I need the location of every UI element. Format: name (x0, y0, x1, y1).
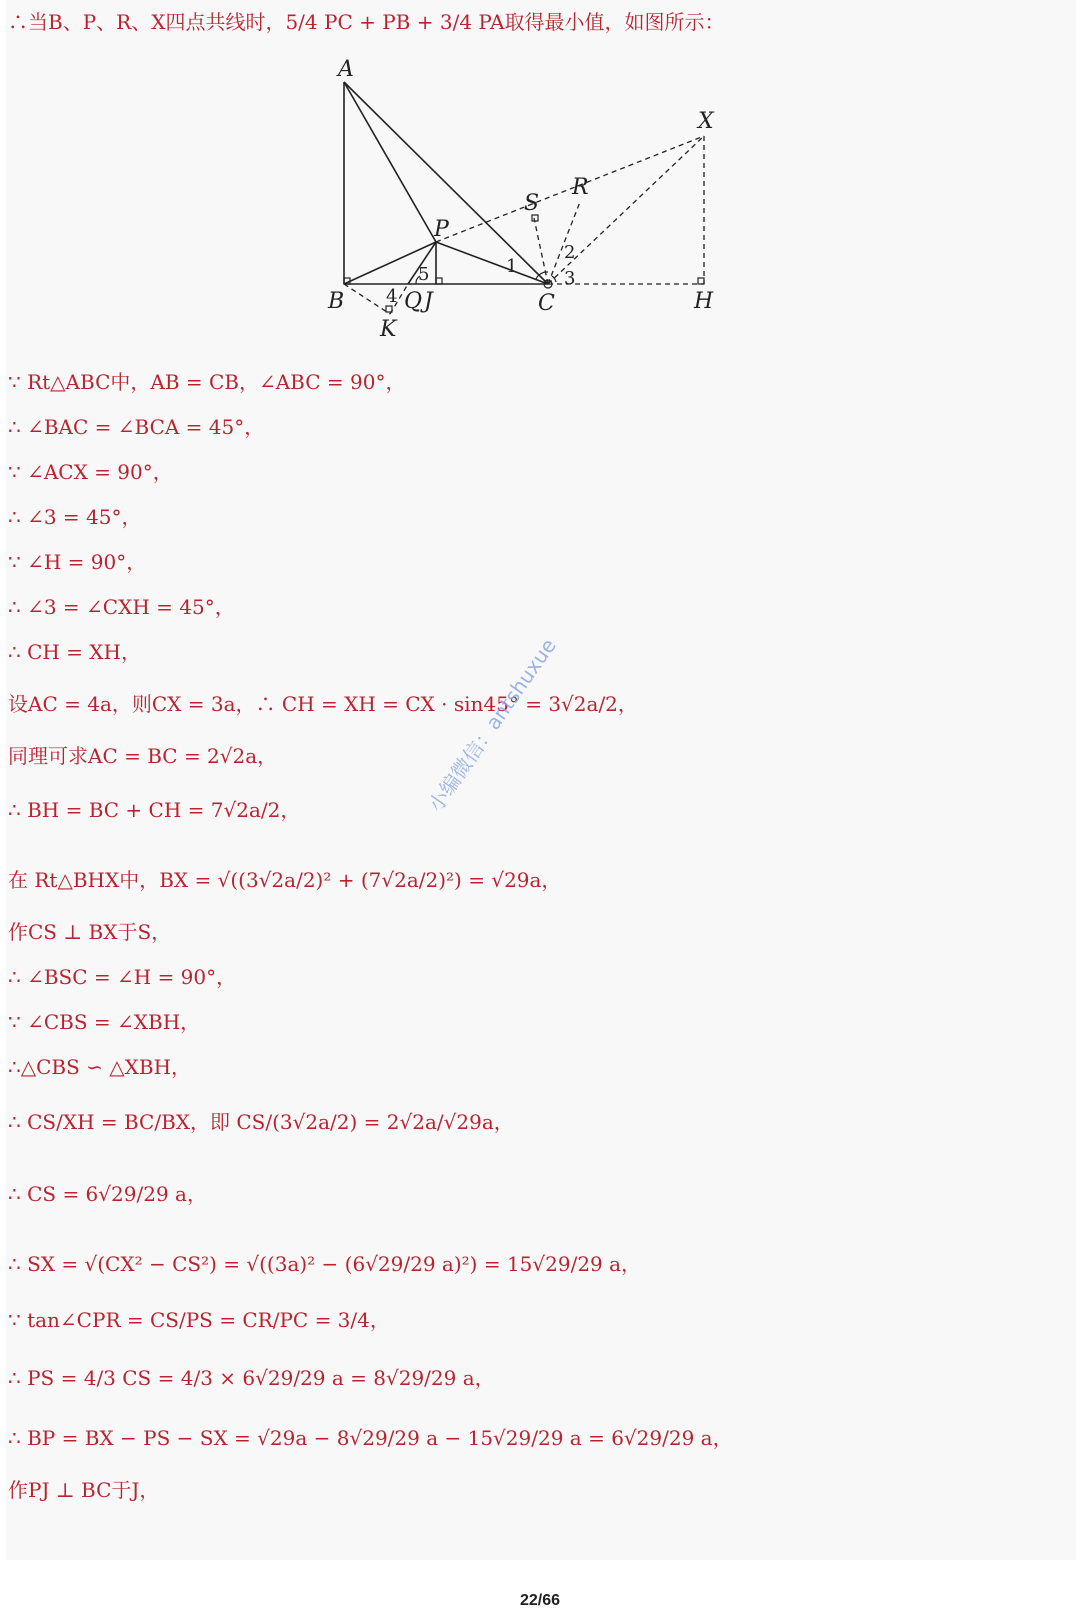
text-line: 在 Rt△BHX中，BX = √((3√2a/2)² + (7√2a/2)²) = √29a， (8, 868, 562, 892)
text-line: 设AC = 4a，则CX = 3a，∴ CH = XH = CX · sin45° = 3√2a/2， (8, 692, 638, 716)
angle-label-5: 5 (418, 264, 430, 285)
angle-label-1: 1 (506, 256, 518, 277)
label-r: R (572, 175, 589, 200)
label-h: H (694, 289, 714, 314)
angle-label-2: 2 (564, 242, 576, 263)
geometry-figure (320, 52, 740, 352)
text-line: ∴ SX = √(CX² − CS²) = √((3a)² − (6√29/29 a)²) = 15√29/29 a， (8, 1252, 642, 1276)
label-q: Q (404, 289, 423, 314)
label-p: P (434, 217, 449, 242)
text-line: 作PJ ⊥ BC于J， (8, 1478, 160, 1502)
label-k: K (380, 317, 397, 342)
label-b: B (328, 289, 345, 314)
text-line: 同理可求AC = BC = 2√2a， (8, 744, 278, 768)
text-line: ∵ ∠H = 90°， (8, 550, 147, 574)
text-line: ∴ PS = 4/3 CS = 4/3 × 6√29/29 a = 8√29/29 a， (8, 1366, 495, 1390)
text-line: ∴ CH = XH， (8, 640, 141, 664)
label-a: A (338, 57, 354, 82)
angle-label-4: 4 (386, 286, 398, 307)
label-x: X (698, 109, 714, 134)
text-line: ∴ ∠3 = ∠CXH = 45°， (8, 595, 235, 619)
text-line: ∵ ∠CBS = ∠XBH， (8, 1010, 201, 1034)
text-line: ∵ Rt△ABC中，AB = CB，∠ABC = 90°， (8, 370, 406, 394)
text-line: ∴ BH = BC + CH = 7√2a/2， (8, 798, 301, 822)
text-line: ∴ CS = 6√29/29 a， (8, 1182, 207, 1206)
text-line: 作CS ⊥ BX于S， (8, 920, 172, 944)
label-s: S (524, 191, 540, 216)
angle-label-3: 3 (564, 268, 576, 289)
label-j: J (424, 289, 433, 314)
label-c: C (538, 291, 555, 316)
text-line: ∴当B、P、R、X四点共线时，5/4 PC + PB + 3/4 PA取得最小值，如图所示： (8, 10, 725, 34)
text-line: ∴△CBS ∽ △XBH， (8, 1055, 192, 1079)
text-line: ∴ ∠3 = 45°， (8, 505, 142, 529)
text-line: ∴ CS/XH = BC/BX，即 CS/(3√2a/2) = 2√2a/√29a， (8, 1110, 514, 1134)
text-line: ∵ tan∠CPR = CS/PS = CR/PC = 3/4， (8, 1308, 390, 1332)
text-line: ∴ ∠BAC = ∠BCA = 45°， (8, 415, 265, 439)
text-line: ∴ BP = BX − PS − SX = √29a − 8√29/29 a − 15√29/29 a = 6√29/29 a， (8, 1426, 733, 1450)
text-line: ∵ ∠ACX = 90°， (8, 460, 173, 484)
page-number: 22/66 (519, 1592, 561, 1609)
text-line: ∴ ∠BSC = ∠H = 90°， (8, 965, 237, 989)
watermark: 小编微信：antshuxue (423, 634, 561, 817)
